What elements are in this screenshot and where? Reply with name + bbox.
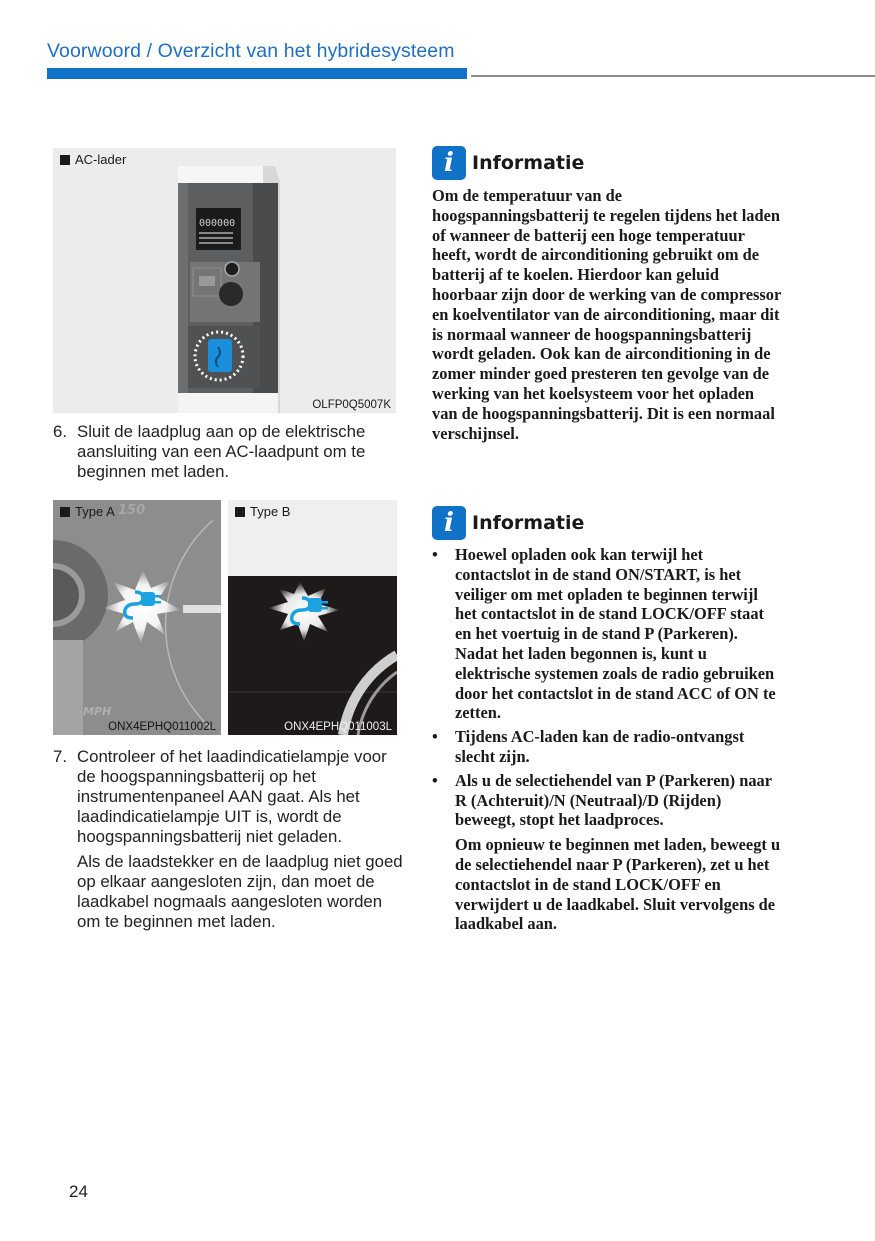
- charging-plug-icon: [141, 592, 155, 606]
- step-number: 6.: [53, 422, 67, 441]
- step-text: Sluit de laadplug aan op de elektrische aansluiting van een AC-laadpunt om te beginnen met laden.: [77, 422, 366, 481]
- info-box-2-heading: [432, 506, 584, 540]
- info-box-2-body: [432, 545, 782, 938]
- step-number: 7.: [53, 747, 67, 766]
- step-text: Controleer of het laadindicatielampje voor de hoogspanningsbatterij op het instrumentenpaneel AAN gaat. Als het laadindicatielampje UIT is, wordt de hoogspanningsbatterij niet geladen.: [77, 747, 387, 846]
- warning-glow: [268, 582, 340, 642]
- svg-text:MPH: MPH: [83, 705, 112, 718]
- power-button-icon: [225, 262, 239, 276]
- step-7: [53, 747, 403, 932]
- square-bullet-icon: [235, 507, 245, 517]
- info-text: Om de temperatuur van de hoogspanningsbatterij te regelen tijdens het laden of wanneer de batterij een hoge temperatuur heeft, wordt de airconditioning gebruikt om de batterij af te koelen. Hierdoor kan geluid hoorbaar zijn door de werking van de compressor en koelventilator van de airconditioning, maar dit is normaal wanneer de hoogspanningsbatterij wordt geladen. Ook kan de airconditioning in de zomer minder goed presteren ten gevolge van de werking van het koelsysteem voor het opladen van de hoogspanningsbatterij. Dit is een normaal verschijnsel.: [432, 186, 781, 443]
- type-b-figure: [228, 500, 397, 735]
- ac-charger-illustration: [53, 148, 396, 413]
- info-icon: i: [432, 506, 466, 540]
- info-box-1-body: [432, 186, 782, 443]
- step-6: [53, 422, 403, 482]
- header-accent-bar: [47, 68, 467, 79]
- figure-label: Type B: [235, 504, 290, 519]
- svg-text:000000: 000000: [199, 218, 236, 229]
- header-rule: [471, 75, 875, 77]
- figure-label: Type A: [60, 504, 115, 519]
- type-b-cluster-illustration: [228, 500, 397, 735]
- figure-code: OLFP0Q5007K: [312, 399, 391, 411]
- emergency-button-icon: [219, 282, 243, 306]
- type-a-figure: [53, 500, 221, 735]
- needle: [183, 605, 221, 613]
- ac-charger-figure: [53, 148, 396, 413]
- info-title: Informatie: [472, 152, 585, 174]
- figure-label: AC-lader: [60, 152, 126, 167]
- figure-code: ONX4EPHQ011003L: [284, 721, 392, 733]
- type-a-cluster-illustration: [53, 500, 221, 735]
- charging-plug-icon: [308, 598, 322, 612]
- svg-text:150: 150: [118, 503, 146, 518]
- section-title: Voorwoord / Overzicht van het hybridesysteem: [47, 40, 455, 62]
- bullet-icon: •: [432, 727, 438, 747]
- info-bullet: • Tijdens AC-laden kan de radio-ontvangst slecht zijn.: [432, 727, 745, 766]
- warning-glow: [103, 570, 181, 644]
- info-title: Informatie: [472, 512, 585, 534]
- bullet-icon: •: [432, 545, 438, 564]
- info-box-1-heading: [432, 146, 584, 180]
- square-bullet-icon: [60, 507, 70, 517]
- bullet-icon: •: [432, 770, 438, 790]
- figure-code: ONX4EPHQ011002L: [108, 721, 216, 733]
- info-bullet: • Als u de selectiehendel van P (Parkeren) naar R (Achteruit)/N (Neutraal)/D (Rijden) beweegt, stopt het laadproces. Om opnieuw te beginnen met laden, beweegt u de selectiehendel naar P (Parkeren), zet u het contactslot in de stand LOCK/OFF en verwijdert u de laadkabel. Sluit vervolgens de laadkabel aan.: [432, 770, 781, 934]
- square-bullet-icon: [60, 155, 70, 165]
- page-number: 24: [69, 1182, 88, 1201]
- step-text: Als de laadstekker en de laadplug niet goed op elkaar aangesloten zijn, dan moet de laadkabel nogmaals aangesloten worden om te beginnen met laden.: [77, 852, 403, 931]
- info-icon: i: [432, 146, 466, 180]
- info-bullet: • Hoewel opladen ook kan terwijl het contactslot in de stand ON/START, is het veiliger om met opladen te beginnen terwijl het contactslot in de stand LOCK/OFF staat en het voertuig in de stand P (Parkeren). Nadat het laden begonnen is, kunt u elektrische systemen zoals de radio gebruiken door het contactslot in de stand ACC of ON te zetten.: [432, 545, 776, 723]
